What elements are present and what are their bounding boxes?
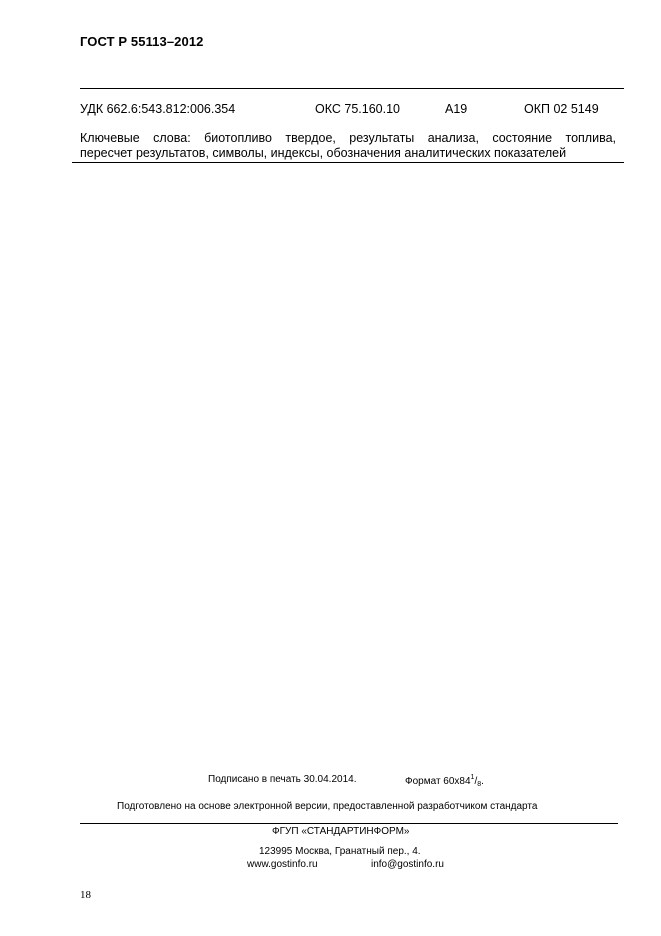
okp-code: ОКП 02 5149 [524, 102, 599, 116]
format-end: . [481, 776, 484, 787]
keywords-line-2: пересчет результатов, символы, индексы, обозначения аналитических показателей [80, 146, 567, 160]
format-fraction-top: 1 [470, 774, 475, 781]
signed-for-print: Подписано в печать 30.04.2014. [208, 774, 357, 785]
format-fraction-bottom: 8 [477, 781, 482, 788]
standard-title: ГОСТ Р 55113–2012 [80, 34, 204, 49]
category-code: А19 [445, 102, 468, 116]
keywords-line-1: Ключевые слова: биотопливо твердое, результаты анализа, состояние топлива, [80, 131, 616, 145]
prepared-note: Подготовлено на основе электронной версии, предоставленной разработчиком стандарта [117, 801, 538, 812]
publisher-name: ФГУП «СТАНДАРТИНФОРМ» [272, 826, 410, 837]
page-number: 18 [80, 889, 91, 901]
publisher-website: www.gostinfo.ru [247, 859, 318, 870]
publisher-address: 123995 Москва, Гранатный пер., 4. [259, 846, 421, 857]
keywords-divider [72, 162, 624, 163]
print-format: Формат $60x84^1/_8$. [405, 774, 484, 788]
publisher-email: info@gostinfo.ru [371, 859, 444, 870]
oks-code: ОКС 75.160.10 [315, 102, 400, 116]
keywords-block [80, 131, 616, 161]
udk-code: УДК 662.6:543.812:006.354 [80, 102, 236, 116]
format-label: Формат 60x84 [405, 776, 471, 787]
header-divider [80, 88, 624, 89]
imprint-divider [80, 823, 618, 824]
